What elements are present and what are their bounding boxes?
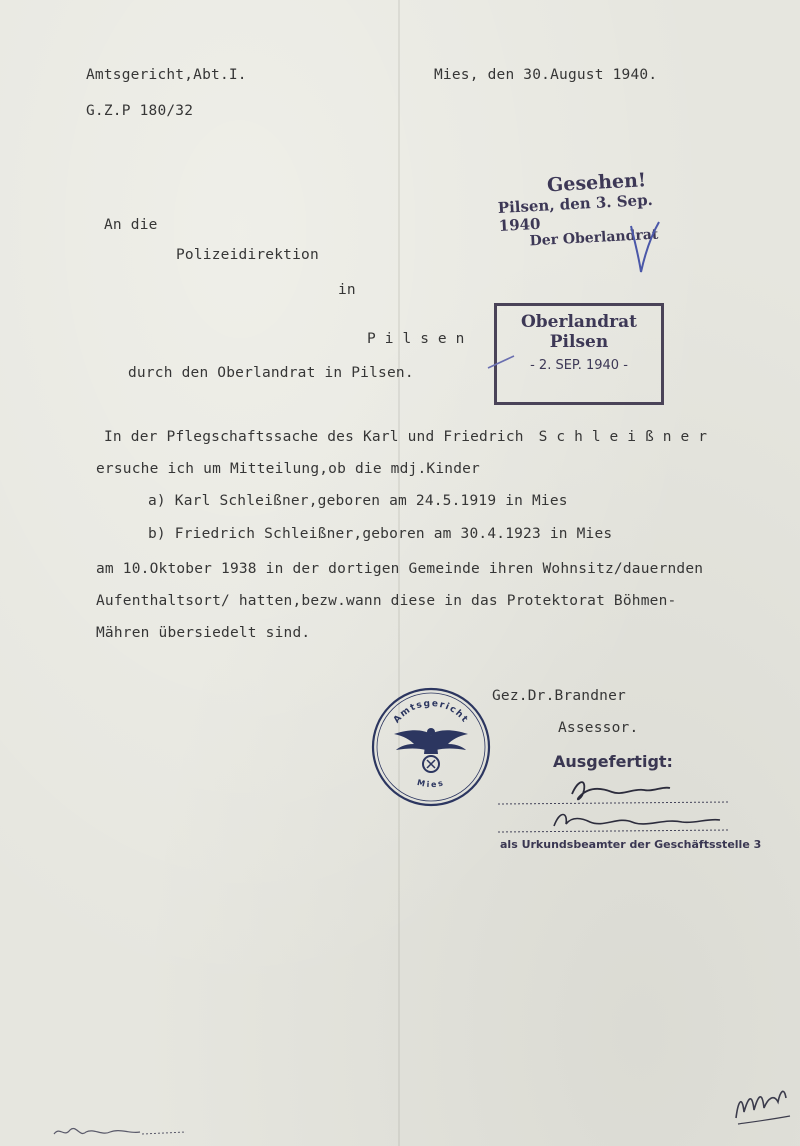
handwritten-initials: [728, 1072, 798, 1132]
signed-by: Gez.Dr.Brandner: [492, 688, 626, 704]
body-line-1-surname: Schleißner: [538, 429, 716, 445]
address-in: in: [338, 282, 356, 298]
body-line-1: [104, 429, 716, 445]
signer-title: Assessor.: [558, 720, 639, 736]
pen-stroke: [486, 352, 516, 372]
ausgefertigt-stamp: Ausgefertigt:: [553, 752, 673, 771]
body-line-2: ersuche ich um Mitteilung,ob die mdj.Kinder: [96, 461, 480, 477]
body-line-1-text: In der Pflegschaftssache des Karl und Friedrich: [104, 429, 524, 445]
stamp-gesehen-title: Gesehen!: [546, 169, 647, 197]
pen-checkmark: [625, 218, 665, 278]
svg-text:Amtsgericht: [392, 699, 470, 726]
body-item-b: b) Friedrich Schleißner,geboren am 30.4.1923 in Mies: [148, 526, 613, 542]
body-line-7: Mähren übersiedelt sind.: [96, 625, 311, 641]
margin-scribble: [50, 1120, 190, 1144]
stamp-oberlandrat-line1: Oberlandrat: [520, 312, 637, 332]
address-an-die: An die: [104, 217, 158, 233]
stamp-gesehen-date: Pilsen, den 3. Sep. 1940: [497, 190, 654, 235]
official-seal: [368, 684, 494, 810]
stamp-oberlandrat-date: - 2. SEP. 1940 -: [530, 358, 628, 373]
stamp-oberlandrat: [494, 303, 664, 405]
court-name: Amtsgericht,Abt.I.: [86, 67, 247, 83]
svg-text:Mies: [416, 778, 446, 789]
urkundsbeamter-line: als Urkundsbeamter der Geschäftsstelle 3: [500, 838, 762, 851]
stamp-oberlandrat-line2: Pilsen: [549, 332, 609, 352]
address-via: durch den Oberlandrat in Pilsen.: [128, 365, 414, 381]
seal-legend-bottom: Mies: [416, 777, 446, 790]
seal-legend-top: Amtsgericht: [391, 698, 471, 726]
address-city: Pilsen: [367, 331, 474, 347]
body-item-a: a) Karl Schleißner,geboren am 24.5.1919 in Mies: [148, 493, 568, 509]
body-line-5: am 10.Oktober 1938 in der dortigen Gemeinde ihren Wohnsitz/dauernden: [96, 561, 704, 577]
eagle-emblem-icon: [394, 728, 468, 772]
address-recipient: Polizeidirektion: [176, 247, 319, 263]
body-line-6: Aufenthaltsort/ hatten,bezw.wann diese in das Protektorat Böhmen-: [96, 593, 677, 609]
handwritten-signature: [494, 772, 754, 842]
stamp-gesehen-office: Der Oberlandrat: [529, 226, 659, 250]
place-date: Mies, den 30.August 1940.: [434, 67, 658, 83]
file-number: G.Z.P 180/32: [86, 103, 194, 119]
